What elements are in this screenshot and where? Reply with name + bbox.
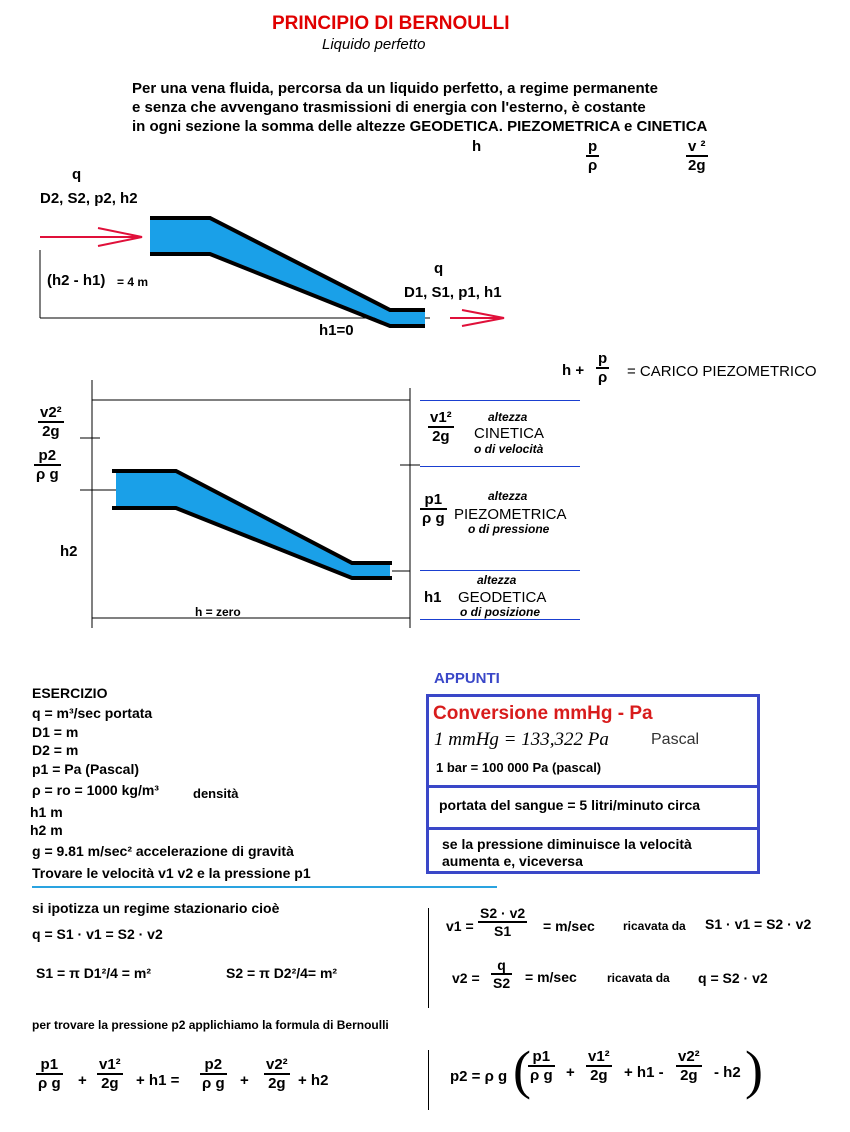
eq-h2: + h2 (298, 1072, 329, 1089)
kinetic-fraction: $\frac{\text{v ²}}{2g}$ (688, 138, 706, 174)
eq-v1-fraction: $\frac{\text{v1²}}{2g}$ (99, 1056, 121, 1092)
p2-lhs: p2 = ρ g (450, 1068, 508, 1085)
altezza-label-3: altezza (477, 573, 517, 587)
pressure-note-2: aumenta e, viceversa (442, 853, 583, 869)
eq-h1: + h1 = (136, 1072, 180, 1089)
conversion-pascal: Pascal (651, 731, 700, 748)
intro-line-1: Per una vena fluida, percorsa da un liquido perfetto, a regime permanente (132, 80, 658, 97)
v1-fraction: $\frac{S2 \cdot v2}{S1}$ (480, 905, 526, 939)
intro-line-2: e senza che avvengano trasmissioni di energia con l'esterno, è costante (132, 99, 646, 116)
section-2-label: D2, S2, p2, h2 (40, 190, 138, 207)
eq-p1-fraction: $\frac{p1}{\text{ρ g}}$ (38, 1056, 61, 1092)
blood-flow-note: portata del sangue = 5 litri/minuto circa (439, 797, 701, 813)
esercizio-densita: densità (193, 786, 239, 801)
v1-source: S1 · v1 = S2 · v2 (705, 916, 812, 932)
altezza-label-2: altezza (488, 489, 528, 503)
page-subtitle: Liquido perfetto (322, 36, 426, 53)
v2-lhs: v2 = (452, 970, 480, 986)
flow-q-right: q (434, 260, 444, 277)
height-difference-label: (h2 - h1) (47, 272, 106, 289)
s1-equation: S1 = π D1²/4 = m² (36, 965, 151, 981)
esercizio-d1: D1 = m (32, 724, 79, 740)
intro-line-3: in ogni sezione la somma delle altezze GEODETICA. PIEZOMETRICA e CINETICA (132, 118, 708, 135)
h1-label: h1 (424, 589, 442, 606)
guide-line-bottom (420, 619, 580, 620)
pressure-note-1: se la pressione diminuisce la velocità (442, 836, 692, 852)
bernoulli-intro: per trovare la pressione p2 applichiamo la formula di Bernoulli (32, 1018, 389, 1032)
p2-plus: + (566, 1064, 575, 1081)
carico-fraction: $\frac{p}{\rho}$ (598, 350, 608, 386)
height-difference-value: = 4 m (117, 275, 149, 289)
esercizio-g: g = 9.81 m/sec² accelerazione di gravità (32, 843, 294, 859)
esercizio-q: q = m³/sec portata (32, 705, 153, 721)
conversion-title: Conversione mmHg - Pa (433, 703, 653, 724)
guide-line-piezometric (420, 570, 580, 571)
guide-line-kinetic (420, 466, 580, 467)
esercizio-rho: ρ = ro = 1000 kg/m³ (32, 782, 159, 798)
v2-source: q = S2 · v2 (698, 970, 768, 986)
conversion-formula: 1 mmHg = 133,322 Pa (434, 729, 609, 750)
v2-unit: = m/sec (525, 969, 577, 985)
v1-kinetic-fraction: $\frac{\text{v1²}}{2g}$ (430, 409, 452, 445)
section-1-label: D1, S1, p1, h1 (404, 284, 502, 301)
esercizio-trovare: Trovare le velocità v1 v2 e la pressione p1 (32, 865, 311, 881)
cinetica-label: CINETICA (474, 425, 545, 442)
s2-equation: S2 = π D2²/4= m² (226, 965, 338, 981)
carico-h-plus: h + (562, 362, 585, 379)
piezometrica-sub: o di pressione (468, 522, 550, 536)
p2-v1-fraction: $\frac{\text{v1²}}{2g}$ (588, 1048, 610, 1084)
eq-v2-fraction: $\frac{\text{v2²}}{2g}$ (266, 1056, 288, 1092)
eq-plus-1: + (78, 1072, 87, 1089)
eq-p2-fraction: $\frac{p2}{\text{ρ g}}$ (202, 1056, 225, 1092)
v2-fraction: $\frac{q}{S2}$ (493, 957, 511, 991)
v2-ricavata: ricavata da (607, 971, 670, 985)
esercizio-h1: h1 m (30, 804, 63, 820)
altezza-label-1: altezza (488, 410, 528, 424)
p2-v2-fraction: $\frac{\text{v2²}}{2g}$ (678, 1048, 700, 1084)
p2-h2: - h2 (714, 1064, 741, 1081)
esercizio-p1: p1 = Pa (Pascal) (32, 761, 140, 777)
geodetica-label: GEODETICA (458, 589, 547, 606)
p2-h1: + h1 - (624, 1064, 664, 1081)
v1-unit: = m/sec (543, 918, 595, 934)
h2-label: h2 (60, 543, 78, 560)
esercizio-h2: h2 m (30, 822, 63, 838)
close-paren: ) (745, 1040, 763, 1100)
p1-pressure-fraction: $\frac{p1}{\text{ρ g}}$ (422, 491, 445, 527)
v1-lhs: v1 = (446, 918, 474, 934)
pipe-diagram-1 (0, 0, 850, 360)
appunti-heading: APPUNTI (434, 670, 500, 687)
bar-conversion: 1 bar = 100 000 Pa (pascal) (436, 760, 602, 775)
piezometrica-label: PIEZOMETRICA (454, 506, 567, 523)
p2-p1-fraction: $\frac{p1}{\text{ρ g}}$ (530, 1048, 553, 1084)
section-separator (32, 886, 497, 888)
continuity-equation: q = S1 · v1 = S2 · v2 (32, 926, 163, 942)
carico-label: = CARICO PIEZOMETRICO (627, 363, 817, 380)
piezometric-fraction: $\frac{p}{\rho}$ (588, 138, 598, 174)
open-paren: ( (513, 1040, 531, 1100)
cinetica-sub: o di velocità (474, 442, 544, 456)
v2-kinetic-fraction: $\frac{\text{v2²}}{2g}$ (40, 404, 62, 440)
h1-zero-label: h1=0 (319, 322, 354, 339)
p2-pressure-fraction: $\frac{p2}{\text{ρ g}}$ (36, 447, 59, 483)
geodetica-sub: o di posizione (460, 605, 540, 619)
guide-line-top (420, 400, 580, 401)
esercizio-title: ESERCIZIO (32, 685, 108, 701)
h-zero-label: h = zero (195, 605, 241, 619)
esercizio-d2: D2 = m (32, 742, 79, 758)
flow-q-left: q (72, 166, 82, 183)
v1-ricavata: ricavata da (623, 919, 686, 933)
eq-plus-2: + (240, 1072, 249, 1089)
geodetic-symbol: h (472, 138, 482, 155)
ipotesi-line: si ipotizza un regime stazionario cioè (32, 900, 280, 916)
page-title: PRINCIPIO DI BERNOULLI (272, 13, 510, 34)
